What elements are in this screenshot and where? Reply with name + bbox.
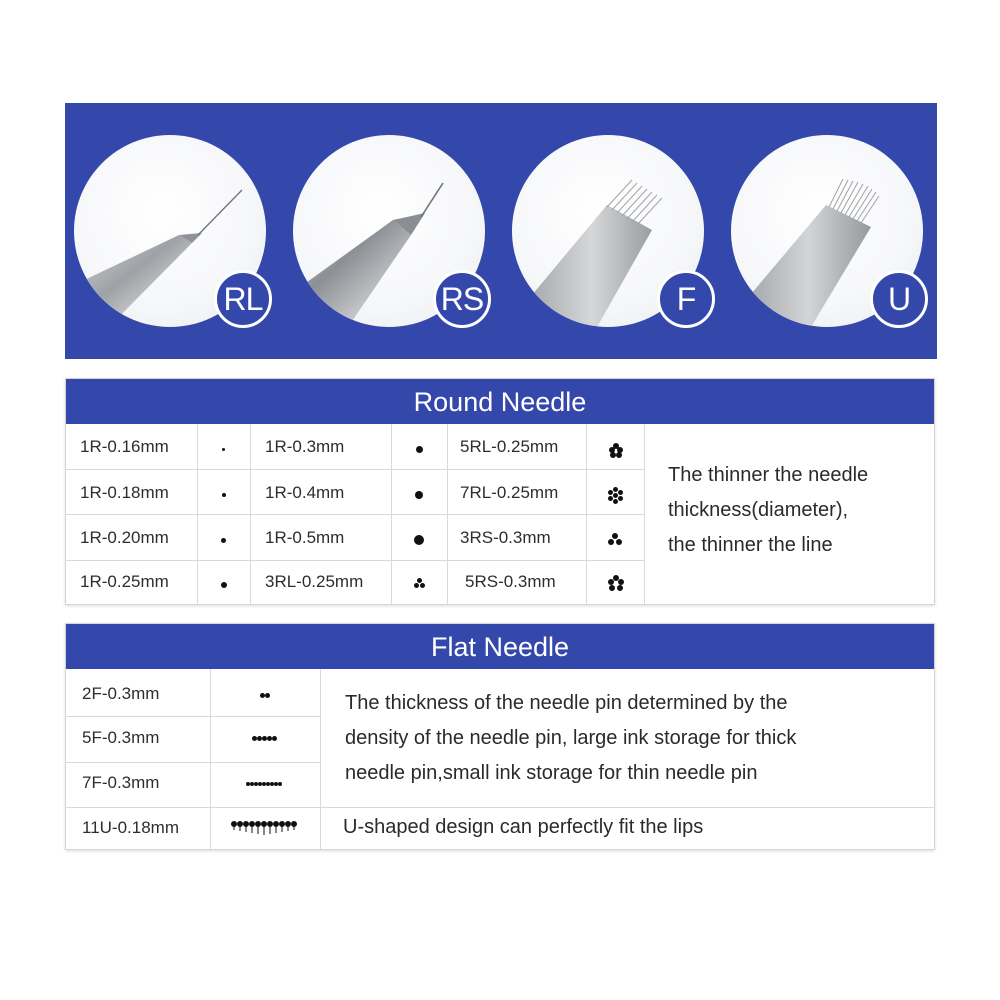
flat-size-label: 2F-0.3mm: [82, 684, 160, 703]
needle-types-banner: [65, 103, 937, 359]
round-size-label: 1R-0.18mm: [80, 483, 169, 502]
flat-size-label: 7F-0.3mm: [82, 773, 160, 792]
row-divider: [66, 762, 320, 763]
round-size-label: 1R-0.25mm: [80, 572, 169, 591]
round-size-label: 5RS-0.3mm: [465, 572, 556, 591]
row-divider: [66, 716, 320, 717]
u-shape-description: U-shaped design can perfectly fit the lips: [343, 816, 704, 838]
column-divider: [210, 669, 211, 850]
column-divider: [391, 424, 392, 605]
row-divider: [66, 560, 644, 561]
description-line: the thinner the line: [668, 534, 833, 556]
rl-badge: RL: [214, 270, 272, 328]
description-line: density of the needle pin, large ink storage for thick: [345, 727, 797, 749]
column-divider: [197, 424, 198, 605]
round-size-label: 3RS-0.3mm: [460, 528, 551, 547]
round-size-label: 1R-0.16mm: [80, 437, 169, 456]
round-size-label: 1R-0.3mm: [265, 437, 345, 456]
description-line: thickness(diameter),: [668, 499, 849, 521]
round-size-label: 1R-0.4mm: [265, 483, 345, 502]
round-size-label: 7RL-0.25mm: [460, 483, 559, 502]
u-badge: U: [870, 270, 928, 328]
round-needle-description: [668, 458, 868, 563]
round-size-label: 1R-0.20mm: [80, 528, 169, 547]
flat-needle-panel: [65, 623, 935, 850]
flat-needle-description: [345, 686, 796, 791]
needle-dot-icon: [415, 491, 423, 499]
row-divider: [66, 514, 644, 515]
f-badge: F: [657, 270, 715, 328]
column-divider: [644, 424, 645, 605]
description-line: The thickness of the needle pin determined by the: [345, 692, 788, 714]
needle-dot-icon: [416, 446, 423, 453]
round-needle-title: Round Needle: [66, 379, 934, 424]
round-size-label: 3RL-0.25mm: [265, 572, 364, 591]
needle-dot-icon: [414, 535, 424, 545]
description-line: The thinner the needle: [668, 464, 869, 486]
column-divider: [447, 424, 448, 605]
rs-badge: RS: [433, 270, 491, 328]
round-size-label: 1R-0.5mm: [265, 528, 345, 547]
column-divider: [320, 669, 321, 850]
flat-size-label: 5F-0.3mm: [82, 728, 160, 747]
round-needle-panel: [65, 378, 935, 605]
round-size-label: 5RL-0.25mm: [460, 437, 559, 456]
description-line: needle pin,small ink storage for thin needle pin: [345, 762, 758, 784]
flat-size-label: 11U-0.18mm: [82, 818, 179, 837]
needle-dot-icon: [222, 448, 225, 451]
column-divider: [586, 424, 587, 605]
column-divider: [250, 424, 251, 605]
needle-dot-icon: [222, 493, 226, 497]
row-divider: [66, 469, 644, 470]
needle-dot-icon: [221, 582, 227, 588]
row-divider: [66, 807, 934, 808]
needle-dot-icon: [221, 538, 226, 543]
flat-needle-title: Flat Needle: [66, 624, 934, 669]
